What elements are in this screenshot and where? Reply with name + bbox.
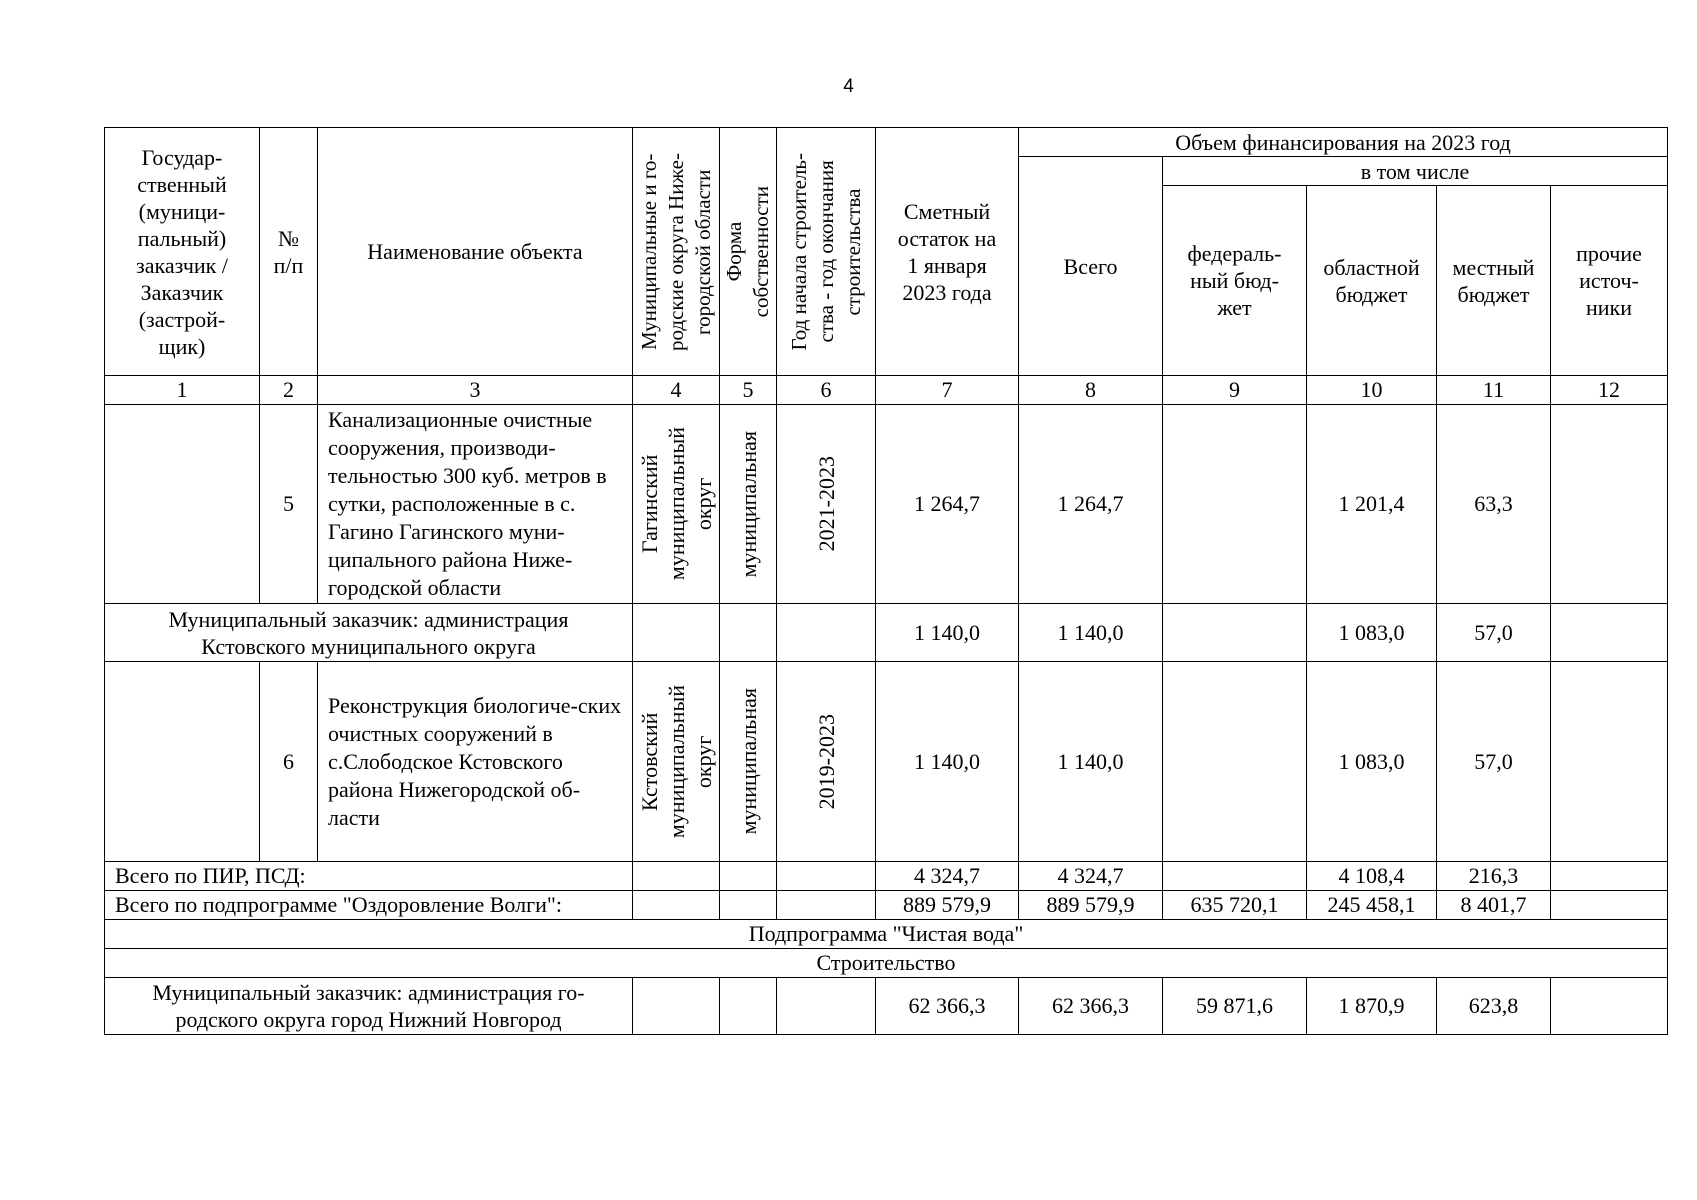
cell-customer-empty: [105, 662, 260, 862]
header-total: Всего: [1019, 157, 1163, 376]
cell-empty: [720, 891, 777, 920]
cell-years: [777, 405, 876, 604]
section-title: Строительство: [105, 949, 1668, 978]
cell-customer-label: Муниципальный заказчик: администрация го- родского округа город Нижний Новгород: [105, 978, 633, 1035]
header-ownership: [720, 128, 777, 376]
cell-empty: [777, 862, 876, 891]
col-num: 1: [105, 376, 260, 405]
cell-object-name: Реконструкция биологиче-ских очистных сооружений в с.Слободское Кстовского района Нижегородской об-ласти: [318, 662, 633, 862]
cell-local: 63,3: [1437, 405, 1551, 604]
cell-estimate: 1 140,0: [876, 662, 1019, 862]
cell-ownership: [720, 662, 777, 862]
financing-table: [104, 127, 1668, 1035]
cell-other: [1551, 862, 1668, 891]
cell-empty: [777, 604, 876, 662]
cell-other: [1551, 604, 1668, 662]
cell-district: [633, 405, 720, 604]
cell-estimate: 1 140,0: [876, 604, 1019, 662]
cell-federal: [1163, 662, 1307, 862]
cell-customer-label: Муниципальный заказчик: администрация Кстовского муниципального округа: [105, 604, 633, 662]
header-federal: федераль- ный бюд- жет: [1163, 186, 1307, 376]
header-including: в том числе: [1163, 157, 1668, 186]
cell-empty: [720, 604, 777, 662]
cell-regional: 1 083,0: [1307, 662, 1437, 862]
cell-regional: 245 458,1: [1307, 891, 1437, 920]
col-num: 2: [260, 376, 318, 405]
header-local: местный бюджет: [1437, 186, 1551, 376]
cell-ownership: [720, 405, 777, 604]
header-customer: Государ- ственный (муници- пальный) заказчик / Заказчик (застрой- щик): [105, 128, 260, 376]
cell-federal: 59 871,6: [1163, 978, 1307, 1035]
cell-total: 62 366,3: [1019, 978, 1163, 1035]
cell-estimate: 1 264,7: [876, 405, 1019, 604]
table-row-volga-total: [105, 891, 1668, 920]
cell-regional: 1 201,4: [1307, 405, 1437, 604]
cell-federal: [1163, 862, 1307, 891]
cell-empty: [633, 978, 720, 1035]
cell-local: 57,0: [1437, 604, 1551, 662]
cell-empty: [633, 891, 720, 920]
cell-ownership-text: муниципальная: [735, 430, 761, 578]
header-years: [777, 128, 876, 376]
header-object-name: Наименование объекта: [318, 128, 633, 376]
page-number: 4: [843, 76, 854, 97]
cell-estimate: 4 324,7: [876, 862, 1019, 891]
cell-ownership-text: муниципальная: [735, 688, 761, 835]
cell-other: [1551, 662, 1668, 862]
cell-customer-empty: [105, 405, 260, 604]
cell-regional: 1 870,9: [1307, 978, 1437, 1035]
cell-district-text: Гагинский муниципальный округ: [636, 427, 716, 581]
cell-object-name: Канализационные очистные сооружения, производи-тельностью 300 куб. метров в сутки, расположенные в с. Гагино Гагинского муни-ципального района Ниже-городской области: [318, 405, 633, 604]
cell-total-label: Всего по ПИР, ПСД:: [105, 862, 633, 891]
table-row-object-5: [105, 405, 1668, 604]
cell-regional: 1 083,0: [1307, 604, 1437, 662]
cell-district-text: Кстовский муниципальный округ: [636, 684, 716, 839]
cell-local: 57,0: [1437, 662, 1551, 862]
cell-empty: [720, 862, 777, 891]
col-num: 9: [1163, 376, 1307, 405]
cell-local: 216,3: [1437, 862, 1551, 891]
col-num: 7: [876, 376, 1019, 405]
col-num: 10: [1307, 376, 1437, 405]
cell-estimate: 889 579,9: [876, 891, 1019, 920]
cell-district: [633, 662, 720, 862]
cell-total: 4 324,7: [1019, 862, 1163, 891]
table-row-section: [105, 949, 1668, 978]
cell-years: [777, 662, 876, 862]
table-row-nn-customer: [105, 978, 1668, 1035]
cell-total-label: Всего по подпрограмме "Оздоровление Волги":: [105, 891, 633, 920]
cell-num: 6: [260, 662, 318, 862]
col-num: 12: [1551, 376, 1668, 405]
cell-federal: [1163, 405, 1307, 604]
cell-years-text: 2019-2023: [813, 713, 839, 810]
header-regional: областной бюджет: [1307, 186, 1437, 376]
cell-local: 8 401,7: [1437, 891, 1551, 920]
col-num: 11: [1437, 376, 1551, 405]
cell-total: 1 140,0: [1019, 604, 1163, 662]
cell-total: 1 140,0: [1019, 662, 1163, 862]
col-num: 5: [720, 376, 777, 405]
table-row-subprogram: [105, 920, 1668, 949]
subprogram-title: Подпрограмма "Чистая вода": [105, 920, 1668, 949]
cell-other: [1551, 891, 1668, 920]
header-other: прочие источ- ники: [1551, 186, 1668, 376]
cell-total: 889 579,9: [1019, 891, 1163, 920]
cell-empty: [777, 891, 876, 920]
cell-estimate: 62 366,3: [876, 978, 1019, 1035]
table-row-kstovo-customer: [105, 604, 1668, 662]
table-row-object-6: [105, 662, 1668, 862]
cell-empty: [720, 978, 777, 1035]
cell-other: [1551, 978, 1668, 1035]
cell-num: 5: [260, 405, 318, 604]
header-estimate: Сметный остаток на 1 января 2023 года: [876, 128, 1019, 376]
cell-empty: [777, 978, 876, 1035]
cell-federal: [1163, 604, 1307, 662]
cell-total: 1 264,7: [1019, 405, 1163, 604]
cell-empty: [633, 604, 720, 662]
cell-empty: [633, 862, 720, 891]
cell-other: [1551, 405, 1668, 604]
col-num: 3: [318, 376, 633, 405]
cell-years-text: 2021-2023: [813, 456, 839, 552]
header-ownership-text: Форма собственности: [722, 185, 773, 318]
column-numbers-row: [105, 376, 1668, 405]
col-num: 8: [1019, 376, 1163, 405]
header-years-text: Год начала строитель- ства - год окончания строительства: [786, 152, 865, 351]
header-districts-text: Муниципальные и го- родские округа Ниже- городской области: [636, 152, 715, 351]
table-row-pir-total: [105, 862, 1668, 891]
cell-regional: 4 108,4: [1307, 862, 1437, 891]
col-num: 4: [633, 376, 720, 405]
header-districts: [633, 128, 720, 376]
header-num: № п/п: [260, 128, 318, 376]
cell-local: 623,8: [1437, 978, 1551, 1035]
header-funding: Объем финансирования на 2023 год: [1019, 128, 1668, 157]
col-num: 6: [777, 376, 876, 405]
cell-federal: 635 720,1: [1163, 891, 1307, 920]
